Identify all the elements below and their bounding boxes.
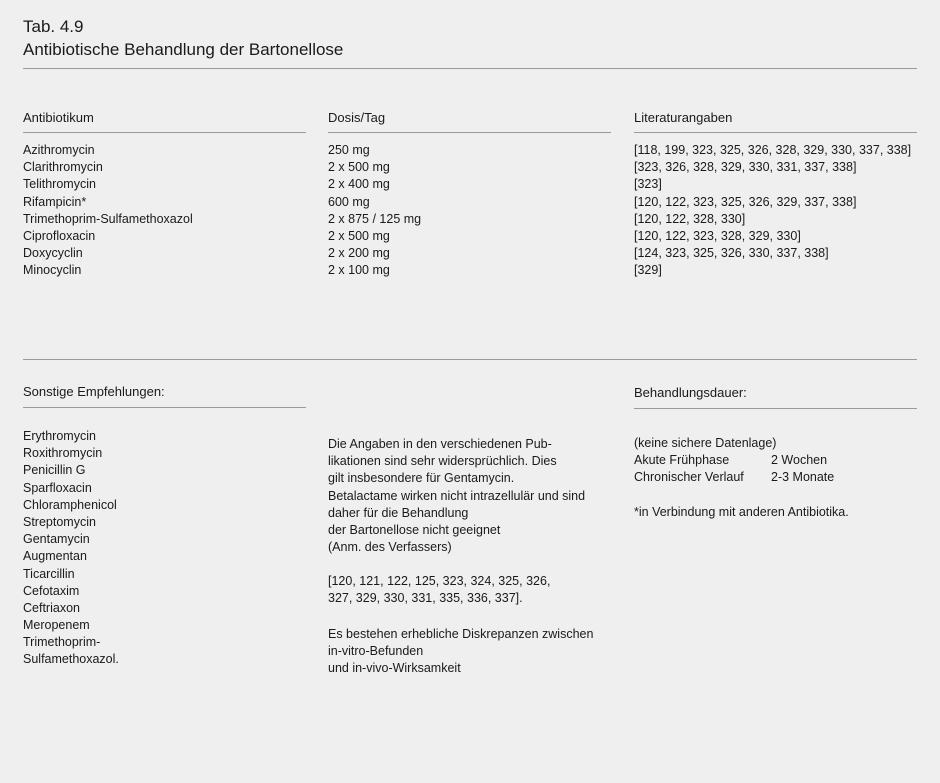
list-item: Ticarcillin: [23, 566, 75, 581]
refs-cell: [323]: [634, 177, 662, 192]
author-note: [328, 436, 585, 556]
drug-cell: Telithromycin: [23, 177, 96, 192]
drug-cell: Doxycyclin: [23, 246, 83, 261]
note-line: (Anm. des Verfassers): [328, 540, 452, 555]
list-item: Erythromycin: [23, 429, 96, 443]
note-line: Betalactame wirken nicht intrazellulär und sind: [328, 488, 586, 503]
refs-column: [634, 142, 911, 280]
list-item: Meropenem: [23, 618, 90, 633]
column-header-underline: [328, 132, 611, 133]
other-recommendations-heading: Sonstige Empfehlungen:: [23, 384, 165, 399]
discrepancy-note: [328, 626, 593, 678]
note-line: Es bestehen erhebliche Diskrepanzen zwischen: [328, 627, 594, 641]
dose-cell: 2 x 200 mg: [328, 246, 390, 261]
other-heading-underline: [23, 407, 306, 408]
spacer: [634, 487, 849, 504]
note-line: und in-vivo-Wirksamkeit: [328, 661, 461, 676]
drug-cell: Rifampicin*: [23, 194, 87, 209]
refs-cell: [118, 199, 323, 325, 326, 328, 329, 330, 337, 338]: [634, 143, 912, 157]
note-line: der Bartonellose nicht geeignet: [328, 522, 501, 537]
column-header-underline: [634, 132, 917, 133]
duration-value: 2-3 Monate: [771, 470, 835, 485]
refs-cell: [120, 122, 323, 325, 326, 329, 337, 338]: [634, 194, 857, 209]
dose-column: [328, 142, 421, 280]
list-item: Gentamycin: [23, 532, 90, 547]
column-header-underline: [23, 132, 306, 133]
dose-cell: 2 x 500 mg: [328, 228, 390, 243]
dose-cell: 2 x 875 / 125 mg: [328, 211, 422, 226]
duration-row: [634, 452, 849, 469]
note-line: in-vitro-Befunden: [328, 644, 424, 659]
refs-line: [120, 121, 122, 125, 323, 324, 325, 326,: [328, 574, 551, 588]
duration-row: [634, 469, 849, 486]
dose-cell: 2 x 500 mg: [328, 160, 390, 175]
refs-cell: [120, 122, 328, 330]: [634, 211, 746, 226]
note-line: gilt insbesondere für Gentamycin.: [328, 471, 515, 486]
other-references: [328, 573, 550, 607]
list-item: Chloramphenicol: [23, 497, 117, 512]
list-item: Trimethoprim-: [23, 635, 101, 650]
list-item: Sparfloxacin: [23, 480, 92, 495]
list-item: Sulfamethoxazol.: [23, 652, 119, 667]
drug-cell: Trimethoprim-Sulfamethoxazol: [23, 211, 193, 226]
column-header-antibiotikum: Antibiotikum: [23, 110, 94, 125]
dose-cell: 2 x 400 mg: [328, 177, 390, 192]
note-line: daher für die Behandlung: [328, 505, 469, 520]
footnote: *in Verbindung mit anderen Antibiotika.: [634, 504, 849, 519]
note-line: likationen sind sehr widersprüchlich. Dies: [328, 454, 557, 469]
list-item: Streptomycin: [23, 514, 96, 529]
section-divider: [23, 359, 917, 360]
duration-phase: Akute Frühphase: [634, 453, 730, 468]
list-item: Augmentan: [23, 549, 87, 564]
refs-cell: [124, 323, 325, 326, 330, 337, 338]: [634, 246, 829, 261]
duration-block: [634, 435, 849, 521]
dose-cell: 2 x 100 mg: [328, 263, 390, 278]
drug-cell: Minocyclin: [23, 263, 82, 278]
refs-line: 327, 329, 330, 331, 335, 336, 337].: [328, 591, 523, 606]
list-item: Ceftriaxon: [23, 600, 80, 615]
other-drug-list: [23, 428, 119, 669]
refs-cell: [329]: [634, 263, 662, 278]
list-item: Cefotaxim: [23, 583, 80, 598]
note-line: Die Angaben in den verschiedenen Pub-: [328, 437, 552, 451]
drug-cell: Ciprofloxacin: [23, 228, 96, 243]
drug-cell: Clarithromycin: [23, 160, 103, 175]
list-item: Roxithromycin: [23, 446, 103, 461]
duration-phase: Chronischer Verlauf: [634, 470, 744, 485]
refs-cell: [120, 122, 323, 328, 329, 330]: [634, 228, 801, 243]
list-item: Penicillin G: [23, 463, 86, 478]
table-number: Tab. 4.9: [23, 17, 84, 36]
drug-cell: Azithromycin: [23, 143, 95, 157]
drug-column: [23, 142, 193, 280]
duration-value: 2 Wochen: [771, 453, 828, 468]
column-header-dosis: Dosis/Tag: [328, 110, 386, 125]
dose-cell: 600 mg: [328, 194, 370, 209]
refs-cell: [323, 326, 328, 329, 330, 331, 337, 338]: [634, 160, 857, 175]
title-divider: [23, 68, 917, 69]
column-header-literatur: Literaturangaben: [634, 110, 733, 125]
duration-caveat: (keine sichere Datenlage): [634, 436, 777, 450]
duration-heading: Behandlungsdauer:: [634, 385, 747, 400]
dose-cell: 250 mg: [328, 143, 370, 157]
duration-heading-underline: [634, 408, 917, 409]
table-title: Antibiotische Behandlung der Bartonellose: [23, 40, 344, 59]
